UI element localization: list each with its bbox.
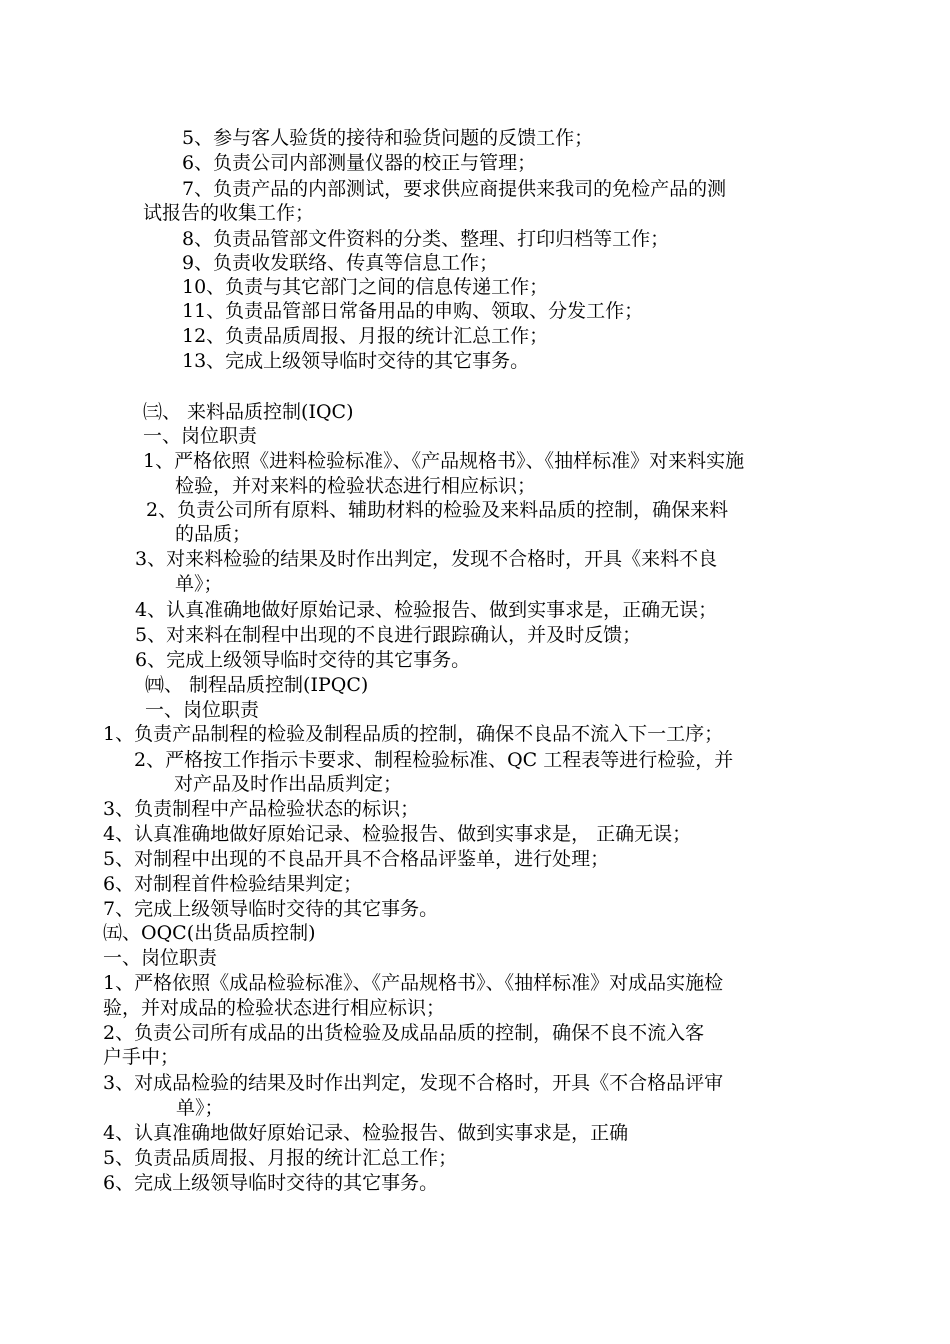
duty-item: 4、认真准确地做好原始记录、检验报告、做到实事求是，正确无误；: [135, 599, 718, 621]
duty-item: 1、严格依照《进料检验标准》、《产品规格书》、《抽样标准》对来料实施: [143, 450, 745, 472]
section-heading-ipqc: ㈣、 制程品质控制(IPQC): [145, 674, 369, 696]
duty-item: 3、对成品检验的结果及时作出判定，发现不合格时，开具《不合格品评审: [103, 1072, 724, 1094]
duty-item: 3、负责制程中产品检验状态的标识；: [103, 798, 420, 820]
duty-item: 9、负责收发联络、传真等信息工作；: [182, 252, 499, 274]
duty-item-continuation: 对产品及时作出品质判定；: [174, 773, 403, 795]
section-heading-oqc: ㈤、OQC(出货品质控制): [103, 922, 316, 944]
duty-item-continuation: 单》；: [176, 1097, 224, 1119]
section-heading-iqc: ㈢、 来料品质控制(IQC): [143, 401, 354, 423]
duty-item-continuation: 户手中；: [103, 1046, 180, 1068]
subheading-job-duties: 一、岗位职责: [143, 425, 258, 447]
duty-item: 4、认真准确地做好原始记录、检验报告、做到实事求是，正确: [103, 1122, 629, 1144]
duty-item: 10、负责与其它部门之间的信息传递工作；: [182, 276, 549, 298]
subheading-job-duties: 一、岗位职责: [103, 947, 218, 969]
duty-item: 11、负责品管部日常备用品的申购、领取、分发工作；: [182, 300, 644, 322]
duty-item: 2、负责公司所有成品的出货检验及成品品质的控制，确保不良不流入客: [103, 1022, 705, 1044]
duty-item-continuation: 单》；: [175, 573, 223, 595]
duty-item: 7、负责产品的内部测试，要求供应商提供来我司的免检产品的测: [182, 178, 727, 200]
duty-item: 5、对制程中出现的不良品开具不合格品评鉴单，进行处理；: [103, 848, 610, 870]
duty-item: 1、负责产品制程的检验及制程品质的控制，确保不良品不流入下一工序；: [103, 723, 724, 745]
duty-item-continuation: 试报告的收集工作；: [143, 202, 315, 224]
duty-item: 4、认真准确地做好原始记录、检验报告、做到实事求是， 正确无误；: [103, 823, 692, 845]
duty-item-continuation: 的品质；: [175, 523, 252, 545]
duty-item: 5、负责品质周报、月报的统计汇总工作；: [103, 1147, 458, 1169]
duty-item: 8、负责品管部文件资料的分类、整理、打印归档等工作；: [182, 228, 670, 250]
duty-item-continuation: 验，并对成品的检验状态进行相应标识；: [103, 997, 446, 1019]
subheading-job-duties: 一、岗位职责: [145, 699, 260, 721]
duty-item: 3、对来料检验的结果及时作出判定，发现不合格时，开具《来料不良: [135, 548, 718, 570]
duty-item: 6、完成上级领导临时交待的其它事务。: [135, 649, 471, 671]
duty-item: 2、负责公司所有原料、辅助材料的检验及来料品质的控制，确保来料: [146, 499, 729, 521]
duty-item: 6、负责公司内部测量仪器的校正与管理；: [182, 152, 537, 174]
duty-item-continuation: 检验，并对来料的检验状态进行相应标识；: [175, 475, 537, 497]
duty-item: 2、严格按工作指示卡要求、制程检验标准、QC 工程表等进行检验，并: [134, 749, 734, 771]
duty-item: 1、严格依照《成品检验标准》、《产品规格书》、《抽样标准》对成品实施检: [103, 972, 724, 994]
duty-item: 7、完成上级领导临时交待的其它事务。: [103, 898, 439, 920]
duty-item: 6、完成上级领导临时交待的其它事务。: [103, 1172, 439, 1194]
duty-item: 5、参与客人验货的接待和验货问题的反馈工作；: [182, 127, 594, 149]
duty-item: 13、完成上级领导临时交待的其它事务。: [182, 350, 530, 372]
duty-item: 5、对来料在制程中出现的不良进行跟踪确认，并及时反馈；: [135, 624, 642, 646]
duty-item: 12、负责品质周报、月报的统计汇总工作；: [182, 325, 549, 347]
duty-item: 6、对制程首件检验结果判定；: [103, 873, 363, 895]
